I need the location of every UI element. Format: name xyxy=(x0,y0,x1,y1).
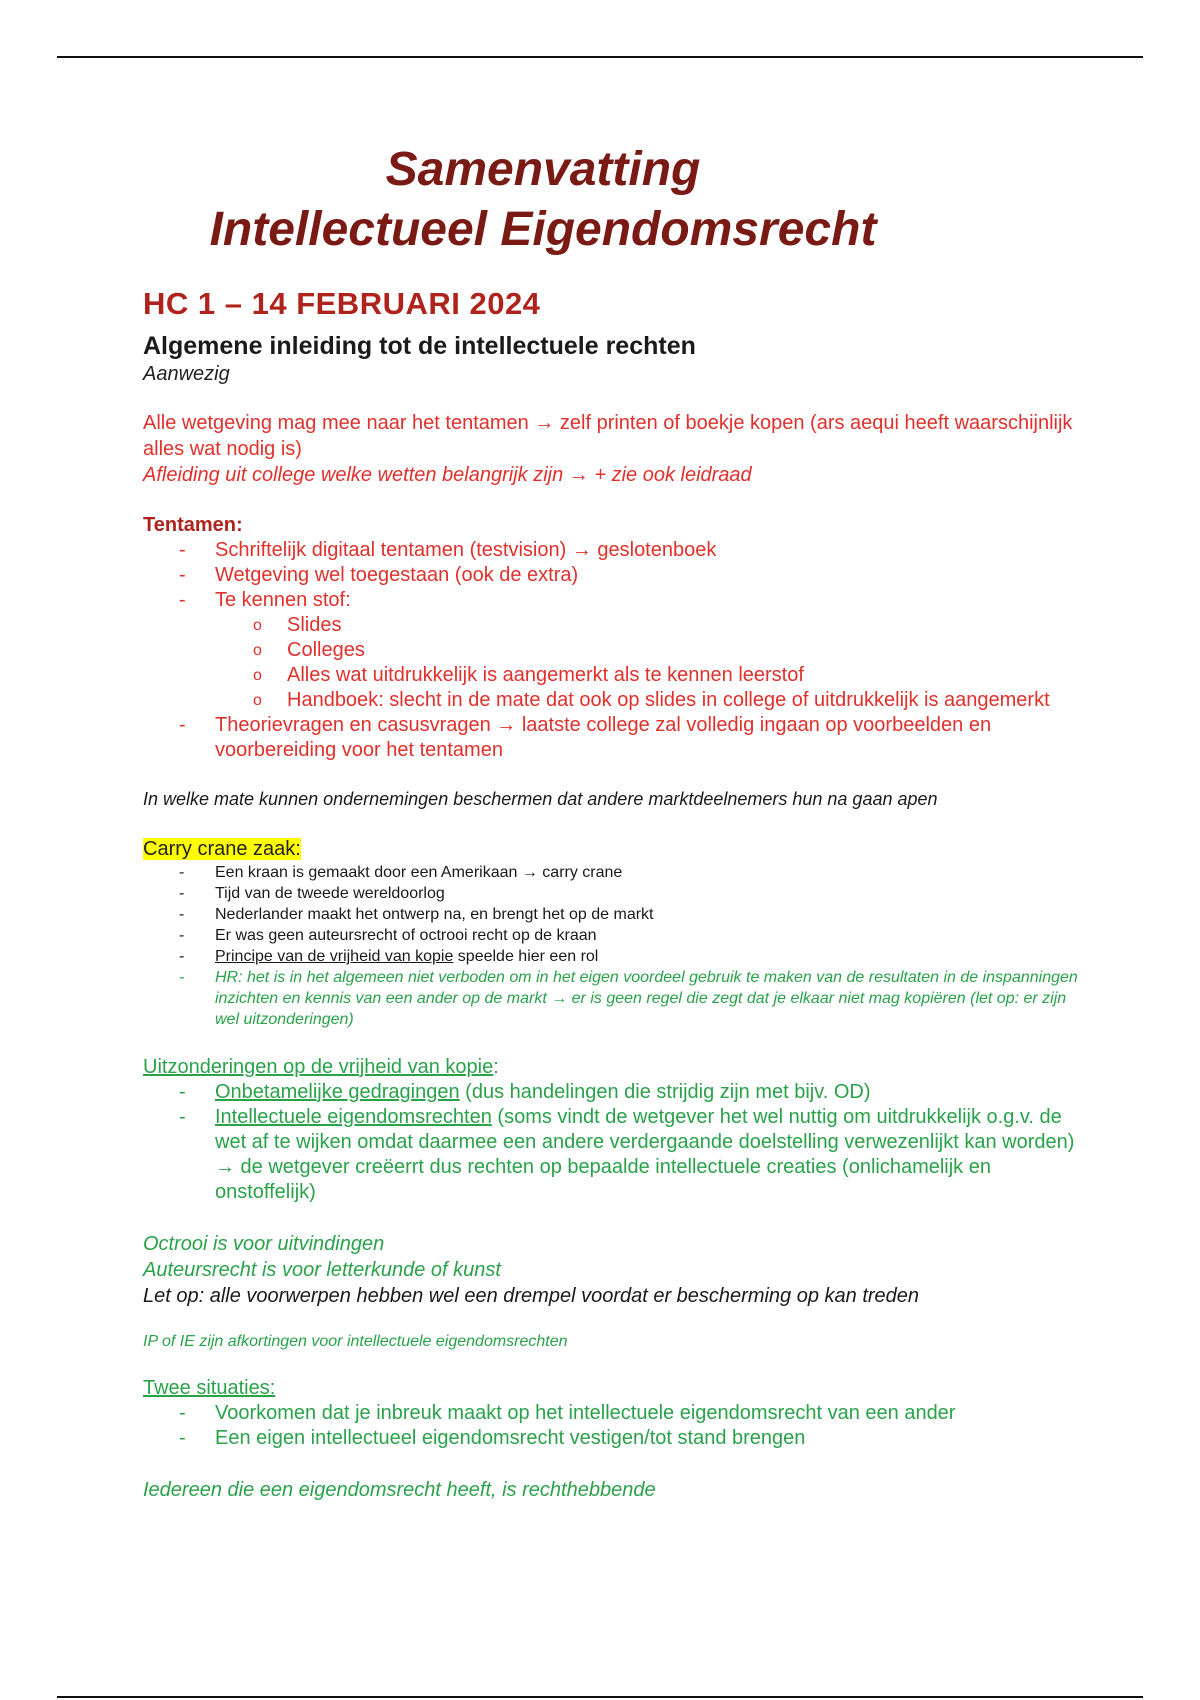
definitions-block xyxy=(143,1231,1083,1309)
intro-line-1: Alle wetgeving mag mee naar het tentamen → zelf printen of boekje kopen (ars aequi heeft waarschijnlijk alles wat nodig is) xyxy=(143,412,1073,460)
title-line-2: Intellectueel Eigendomsrecht xyxy=(209,203,877,256)
list-item xyxy=(143,1080,1083,1105)
lecture-heading: HC 1 – 14 FEBRUARI 2024 xyxy=(143,286,541,321)
attendance-note: Aanwezig xyxy=(143,363,230,385)
list-item: - Theorievragen en casusvragen → laatste college zal volledig ingaan op voorbeelden en voorbereiding voor het tentamen xyxy=(143,713,1083,763)
sublist-item: o Slides xyxy=(143,613,1083,638)
auteursrecht-line: Auteursrecht is voor letterkunde of kunst xyxy=(143,1259,501,1281)
item-underlined: Intellectuele eigendomsrechten xyxy=(215,1106,492,1128)
uitzonderingen-label: Uitzonderingen op de vrijheid van kopie xyxy=(143,1056,494,1078)
list-item: - Tijd van de tweede wereldoorlog xyxy=(143,883,1083,904)
sublist-item: o Colleges xyxy=(143,638,1083,663)
tentamen-list xyxy=(143,538,1083,613)
carry-crane-list xyxy=(143,862,1083,1030)
tentamen-label: Tentamen: xyxy=(143,514,243,536)
hr-note: - HR: het is in het algemeen niet verboden om in het eigen voordeel gebruik te maken van de resultaten in de inspanningen inzichten en kennis van een ander op de markt → er is geen regel die zegt dat je elkaar niet mag kopiëren (let op: er zijn wel uitzonderingen) xyxy=(143,967,1083,1030)
carry-crane-label: Carry crane zaak: xyxy=(143,838,301,860)
item-underlined: Onbetamelijke gedragingen xyxy=(215,1081,460,1103)
letop-line: Let op: alle voorwerpen hebben wel een drempel voordat er bescherming op kan treden xyxy=(143,1285,920,1307)
top-rule xyxy=(57,56,1143,58)
octrooi-line: Octrooi is voor uitvindingen xyxy=(143,1233,385,1255)
twee-situaties-section xyxy=(143,1375,1083,1451)
stof-sublist xyxy=(143,613,1083,713)
uitzonderingen-colon: : xyxy=(493,1056,499,1078)
document-page xyxy=(143,140,1083,1503)
intro-line-2: Afleiding uit college welke wetten belangrijk zijn → + zie ook leidraad xyxy=(143,464,752,486)
list-item: - Wetgeving wel toegestaan (ook de extra) xyxy=(143,563,1083,588)
tentamen-section xyxy=(143,512,1083,763)
list-item: - Een eigen intellectueel eigendomsrecht vestigen/tot stand brengen xyxy=(143,1426,1083,1451)
list-item: - Schriftelijk digitaal tentamen (testvision) → geslotenboek xyxy=(143,538,1083,563)
principle-link-text: Principe van de vrijheid van kopie xyxy=(215,948,454,965)
intro-block xyxy=(143,410,1083,488)
twee-situaties-list xyxy=(143,1401,1083,1451)
uitzonderingen-list xyxy=(143,1080,1083,1205)
list-item xyxy=(143,1105,1083,1205)
ip-note: IP of IE zijn afkortingen voor intellectuele eigendomsrechten xyxy=(143,1333,568,1350)
lecture-subheading: Algemene inleiding tot de intellectuele rechten xyxy=(143,332,696,360)
principle-rest: speelde hier een rol xyxy=(453,948,599,965)
title-line-1: Samenvatting xyxy=(385,143,701,196)
list-item: - Te kennen stof: xyxy=(143,588,1083,613)
iedereen-line: Iedereen die een eigendomsrecht heeft, is rechthebbende xyxy=(143,1479,656,1501)
list-item: - Voorkomen dat je inbreuk maakt op het intellectuele eigendomsrecht van een ander xyxy=(143,1401,1083,1426)
bottom-rule xyxy=(57,1696,1143,1698)
sublist-item: o Handboek: slecht in de mate dat ook op slides in college of uitdrukkelijk is aangemerkt xyxy=(143,688,1083,713)
uitzonderingen-section xyxy=(143,1054,1083,1205)
item-rest: (soms vindt de wetgever het wel nuttig om uitdrukkelijk o.g.v. de wet af te wijken omdat daarmee een andere verdergaande doelstelling verwezenlijkt kan worden) → de wetgever creëerrt dus rechten op bepaalde intellectuele creaties (onlichamelijk en onstoffelijk) xyxy=(215,1106,1075,1203)
tentamen-list-cont xyxy=(143,713,1083,763)
document-title xyxy=(43,140,1043,260)
sublist-item: o Alles wat uitdrukkelijk is aangemerkt als te kennen leerstof xyxy=(143,663,1083,688)
twee-situaties-label: Twee situaties: xyxy=(143,1377,276,1399)
carry-crane-section xyxy=(143,836,1083,1030)
item-rest: (dus handelingen die strijdig zijn met bijv. OD) xyxy=(459,1081,871,1103)
question-line: In welke mate kunnen ondernemingen beschermen dat andere marktdeelnemers hun na gaan apen xyxy=(143,789,938,809)
list-item: - Er was geen auteursrecht of octrooi recht op de kraan xyxy=(143,925,1083,946)
list-item: - Een kraan is gemaakt door een Amerikaan → carry crane xyxy=(143,862,1083,883)
list-item: - Nederlander maakt het ontwerp na, en brengt het op de markt xyxy=(143,904,1083,925)
list-item xyxy=(143,946,1083,967)
